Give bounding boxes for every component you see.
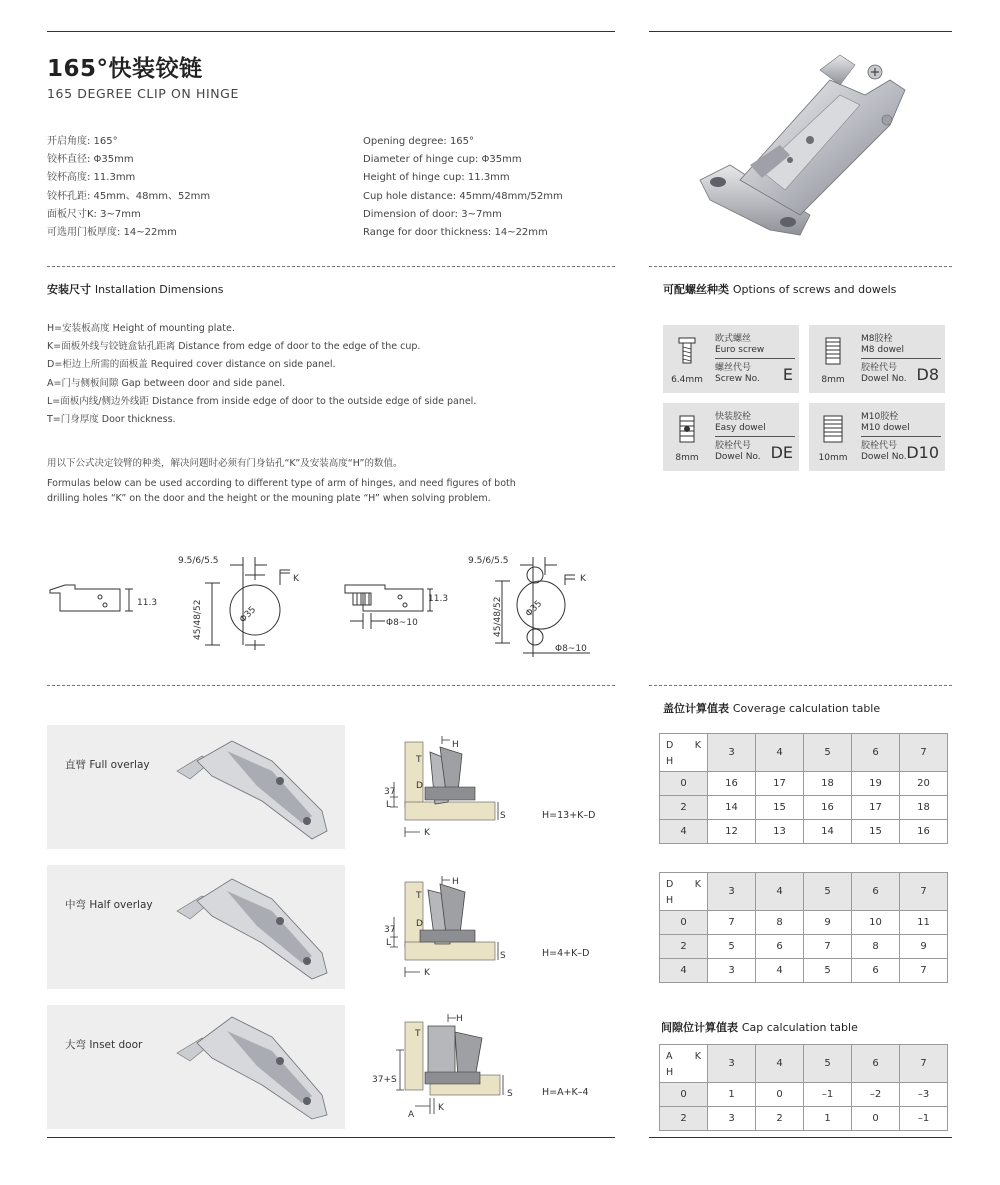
- k-label: K: [424, 828, 430, 838]
- separator: [649, 266, 952, 267]
- column-header: 6: [852, 873, 900, 911]
- s-label: S: [500, 811, 506, 821]
- card-divider: [715, 436, 795, 437]
- table-cell: 9: [804, 911, 852, 935]
- spec-cn-line: 开启角度: 165°: [47, 136, 118, 147]
- half-overlay-hinge-image: [172, 871, 337, 981]
- code-label-cn: 螺丝代号: [715, 363, 752, 373]
- spec-cn-line: 铰杯孔距: 45mm、48mm、52mm: [47, 190, 211, 202]
- spec-en-line: Dimension of door: 3~7mm: [363, 208, 502, 220]
- dowel-name-en: Easy dowel: [715, 422, 766, 433]
- half-overlay-formula: H=4+K–D: [542, 948, 590, 959]
- table-row: [660, 911, 948, 935]
- column-header: 4: [756, 734, 804, 772]
- col-axis-label: K: [694, 1051, 701, 1062]
- table-cell: 7: [900, 959, 948, 983]
- full-overlay-panel: [47, 725, 345, 849]
- installation-title: [47, 281, 223, 297]
- table-cell: 16: [708, 772, 756, 796]
- column-header: 3: [708, 1045, 756, 1083]
- table-cell: 4: [756, 959, 804, 983]
- spec-en-line: Height of hinge cup: 11.3mm: [363, 172, 510, 184]
- separator: [47, 685, 615, 686]
- column-header: 5: [804, 1045, 852, 1083]
- spec-en-line: Cup hole distance: 45mm/48mm/52mm: [363, 190, 563, 202]
- l-label: L: [386, 800, 392, 810]
- row-header: 2: [660, 1107, 708, 1131]
- k-label-2: K: [580, 574, 586, 584]
- row-header: 0: [660, 1083, 708, 1107]
- installation-drawings: [45, 545, 615, 665]
- inset-door-formula: H=A+K–4: [542, 1087, 589, 1098]
- dim-label: 37: [384, 925, 396, 935]
- m8-dowel-icon: [819, 335, 847, 367]
- t-label: T: [416, 891, 422, 901]
- h-label: H: [452, 740, 459, 750]
- code-label-cn: 胶栓代号: [715, 441, 752, 451]
- code-label-en: Screw No.: [715, 373, 760, 384]
- table-cell: 15: [852, 820, 900, 844]
- screws-title: [663, 281, 896, 297]
- k-label: K: [293, 574, 299, 584]
- t-label: T: [415, 1029, 421, 1039]
- specs-cn: [47, 133, 210, 242]
- s-label: S: [500, 951, 506, 961]
- top-rule-right: [649, 31, 952, 32]
- dowel-size: 10mm: [818, 453, 848, 463]
- table-cell: 10: [852, 911, 900, 935]
- dim-label: 37: [384, 787, 396, 797]
- overlay-label: 直臂 Full overlay: [65, 759, 150, 771]
- row-header: 0: [660, 772, 708, 796]
- definitions-list: [47, 320, 476, 429]
- column-header: 4: [756, 1045, 804, 1083]
- dowel-code: D8: [916, 365, 939, 384]
- screws-title-cn: 可配螺丝种类: [663, 283, 729, 296]
- coverage-title-en: Coverage calculation table: [732, 702, 881, 715]
- a-label: A: [408, 1110, 415, 1120]
- full-overlay-formula: H=13+K–D: [542, 810, 596, 821]
- code-label-cn: 胶栓代号: [861, 363, 898, 373]
- full-overlay-diagram: [380, 732, 515, 842]
- row-axis-label: A: [666, 1051, 673, 1062]
- table-cell: 12: [708, 820, 756, 844]
- h-axis-label: H: [666, 756, 674, 767]
- installation-title-en: Installation Dimensions: [94, 283, 224, 296]
- table-cell: 17: [852, 796, 900, 820]
- table-cell: 14: [708, 796, 756, 820]
- dowel-name: [715, 412, 766, 433]
- overlay-label: 大弯 Inset door: [65, 1039, 143, 1051]
- row-header: 2: [660, 796, 708, 820]
- table-cell: –1: [900, 1107, 948, 1131]
- table-row: [660, 1107, 948, 1131]
- table-cell: 14: [804, 820, 852, 844]
- table-cell: 5: [804, 959, 852, 983]
- cup-distance-label-2: 45/48/52: [493, 596, 503, 637]
- top-rule-left: [47, 31, 615, 32]
- column-header: 6: [852, 734, 900, 772]
- column-header: 3: [708, 734, 756, 772]
- table-cell: 0: [852, 1107, 900, 1131]
- dowel-code: D10: [906, 443, 939, 462]
- page-subtitle: 165 DEGREE CLIP ON HINGE: [47, 86, 239, 101]
- dowel-name-cn: M8胶栓: [861, 334, 893, 344]
- spec-cn-line: 铰杯直径: Φ35mm: [47, 154, 134, 166]
- table-cell: –2: [852, 1083, 900, 1107]
- dowel-name-en: M10 dowel: [861, 422, 910, 433]
- table-row: [660, 820, 948, 844]
- dowel-name: [861, 334, 904, 355]
- table-corner: [660, 734, 708, 772]
- code-label-cn: 胶栓代号: [861, 441, 898, 451]
- table-corner: [660, 1045, 708, 1083]
- dowel-code-label: [861, 441, 907, 462]
- table-cell: –3: [900, 1083, 948, 1107]
- specs-en: [363, 133, 563, 242]
- table-cell: 13: [756, 820, 804, 844]
- definition-item: H=安装板高度 Height of mounting plate.: [47, 323, 235, 334]
- table-cell: 3: [708, 1107, 756, 1131]
- dowel-name: [861, 412, 910, 433]
- table-cell: 1: [804, 1107, 852, 1131]
- card-divider: [861, 436, 941, 437]
- screw-name-en: Euro screw: [715, 344, 765, 355]
- table-cell: 6: [852, 959, 900, 983]
- code-label-en: Dowel No.: [861, 451, 907, 462]
- dowel-name-en: M8 dowel: [861, 344, 904, 355]
- screw-card-easy: [663, 403, 799, 471]
- card-divider: [861, 358, 941, 359]
- table-cell: 7: [804, 935, 852, 959]
- table-cell: 8: [852, 935, 900, 959]
- coverage-table-2: [659, 872, 948, 983]
- bottom-rule-left: [47, 1137, 615, 1138]
- s-label: S: [507, 1089, 513, 1099]
- h-axis-label: H: [666, 1067, 674, 1078]
- page-title: 165°快装铰链: [47, 56, 203, 82]
- cup-diameter-label: Φ35: [238, 604, 259, 626]
- table-cell: 5: [708, 935, 756, 959]
- screw-name-cn: 欧式螺丝: [715, 334, 752, 344]
- spec-cn-line: 面板尺寸K: 3~7mm: [47, 208, 141, 220]
- hole-spacing-label-2: 9.5/6/5.5: [468, 556, 509, 566]
- table-cell: 0: [756, 1083, 804, 1107]
- inset-door-hinge-image: [172, 1011, 337, 1121]
- col-axis-label: K: [694, 879, 701, 890]
- table-row: [660, 935, 948, 959]
- table-row: [660, 772, 948, 796]
- table-cell: 17: [756, 772, 804, 796]
- column-header: 3: [708, 873, 756, 911]
- dowel-code-label: [715, 441, 761, 462]
- column-header: 7: [900, 734, 948, 772]
- spec-cn-line: 铰杯高度: 11.3mm: [47, 172, 136, 184]
- row-axis-label: D: [666, 740, 674, 751]
- hole-spacing-label: 9.5/6/5.5: [178, 556, 219, 566]
- installation-title-cn: 安装尺寸: [47, 283, 91, 296]
- coverage-table-1: [659, 733, 948, 844]
- dowel-name-cn: 快装胶栓: [715, 412, 752, 422]
- row-header: 4: [660, 959, 708, 983]
- table-corner: [660, 873, 708, 911]
- screw-size: 6.4mm: [671, 375, 703, 385]
- column-header: 5: [804, 734, 852, 772]
- definition-item: K=面板外线与铰链盒钻孔距离 Distance from edge of door to the edge of the cup.: [47, 341, 421, 353]
- table-cell: 6: [756, 935, 804, 959]
- column-header: 6: [852, 1045, 900, 1083]
- screw-card-m10: [809, 403, 945, 471]
- table-cell: 1: [708, 1083, 756, 1107]
- table-row: [660, 796, 948, 820]
- row-header: 4: [660, 820, 708, 844]
- table-cell: 11: [900, 911, 948, 935]
- hinge-product-image: [690, 50, 920, 250]
- table-cell: 16: [804, 796, 852, 820]
- col-axis-label: K: [694, 740, 701, 751]
- screw-code: E: [782, 365, 793, 384]
- easy-dowel-icon: [673, 413, 701, 445]
- d-label: D: [416, 919, 423, 929]
- table-row: [660, 1083, 948, 1107]
- cup-distance-label: 45/48/52: [193, 599, 203, 640]
- cap-title: [661, 1019, 858, 1035]
- column-header: 7: [900, 873, 948, 911]
- definition-item: D=柜边上所需的面板盖 Required cover distance on side panel.: [47, 359, 336, 371]
- table-cell: 9: [900, 935, 948, 959]
- table-cell: 8: [756, 911, 804, 935]
- cap-title-en: Cap calculation table: [741, 1021, 858, 1034]
- table-cell: 15: [756, 796, 804, 820]
- row-axis-label: D: [666, 879, 674, 890]
- card-divider: [715, 358, 795, 359]
- table-cell: –1: [804, 1083, 852, 1107]
- d-label: D: [416, 781, 423, 791]
- separator: [649, 685, 952, 686]
- full-overlay-hinge-image: [172, 731, 337, 841]
- screw-code-label: [715, 363, 760, 384]
- t-label: T: [416, 755, 422, 765]
- table-cell: 20: [900, 772, 948, 796]
- code-label-en: Dowel No.: [861, 373, 907, 384]
- definition-item: L=面板内线/侧边外线距 Distance from inside edge of door to the outside edge of side panel.: [47, 395, 477, 407]
- inset-door-diagram: [370, 1010, 515, 1120]
- column-header: 7: [900, 1045, 948, 1083]
- row-header: 2: [660, 935, 708, 959]
- table-cell: 3: [708, 959, 756, 983]
- l-label: L: [386, 938, 392, 948]
- cup-diameter-label-2: Φ35: [524, 598, 545, 620]
- table-cell: 16: [900, 820, 948, 844]
- definition-item: T=门身厚度 Door thickness.: [47, 414, 176, 426]
- h-label: H: [456, 1014, 463, 1024]
- dowel-code-label: [861, 363, 907, 384]
- screw-card-m8: [809, 325, 945, 393]
- dowel-label-2: Φ8~10: [555, 644, 587, 654]
- spec-cn-line: 可选用门板厚度: 14~22mm: [47, 227, 177, 239]
- code-label-en: Dowel No.: [715, 451, 761, 462]
- formula-note-en: [47, 476, 516, 506]
- table-cell: 19: [852, 772, 900, 796]
- screw-card-euro: [663, 325, 799, 393]
- spec-en-line: Opening degree: 165°: [363, 136, 475, 147]
- spec-en-line: Range for door thickness: 14~22mm: [363, 227, 548, 239]
- euro-screw-icon: [673, 335, 701, 367]
- dim-label: 37+S: [372, 1075, 397, 1085]
- dowel-label: Φ8~10: [386, 618, 418, 628]
- cap-table: [659, 1044, 948, 1131]
- cup-height-label: 11.3: [137, 598, 158, 608]
- screw-name: [715, 334, 764, 355]
- column-header: 5: [804, 873, 852, 911]
- table-cell: 18: [900, 796, 948, 820]
- table-cell: 18: [804, 772, 852, 796]
- separator: [47, 266, 615, 267]
- dowel-size: 8mm: [675, 453, 699, 463]
- column-header: 4: [756, 873, 804, 911]
- h-axis-label: H: [666, 895, 674, 906]
- cap-title-cn: 间隙位计算值表: [661, 1021, 738, 1034]
- h-label: H: [452, 877, 459, 887]
- bottom-rule-right: [649, 1137, 952, 1138]
- cup-side-drawing: [50, 585, 133, 611]
- formula-note-cn: 用以下公式决定铰臂的种类，解决问题时必须有门身钻孔“K”及安装高度“H”的数值。: [47, 458, 403, 469]
- m10-dowel-icon: [819, 413, 847, 445]
- half-overlay-diagram: [380, 872, 515, 982]
- definition-item: A=门与侧板间隙 Gap between door and side panel.: [47, 377, 286, 389]
- formula-note-en-line: drilling holes “K” on the door and the height or the mouning plate “H” when solving problem.: [47, 493, 491, 504]
- screws-title-en: Options of screws and dowels: [732, 283, 897, 296]
- spec-en-line: Diameter of hinge cup: Φ35mm: [363, 154, 522, 166]
- row-header: 0: [660, 911, 708, 935]
- table-row: [660, 959, 948, 983]
- coverage-title: [663, 700, 880, 716]
- dowel-name-cn: M10胶栓: [861, 412, 899, 422]
- k-label: K: [424, 968, 430, 978]
- formula-note-en-line: Formulas below can be used according to different type of arm of hinges, and need figures of both: [47, 478, 516, 489]
- coverage-title-cn: 盖位计算值表: [663, 702, 729, 715]
- cup-height-label-2: 11.3: [428, 594, 449, 604]
- dowel-code: DE: [770, 443, 793, 462]
- k-label: K: [438, 1103, 444, 1113]
- table-cell: 2: [756, 1107, 804, 1131]
- overlay-label: 中弯 Half overlay: [65, 899, 153, 911]
- dowel-size: 8mm: [821, 375, 845, 385]
- inset-door-panel: [47, 1005, 345, 1129]
- table-cell: 7: [708, 911, 756, 935]
- half-overlay-panel: [47, 865, 345, 989]
